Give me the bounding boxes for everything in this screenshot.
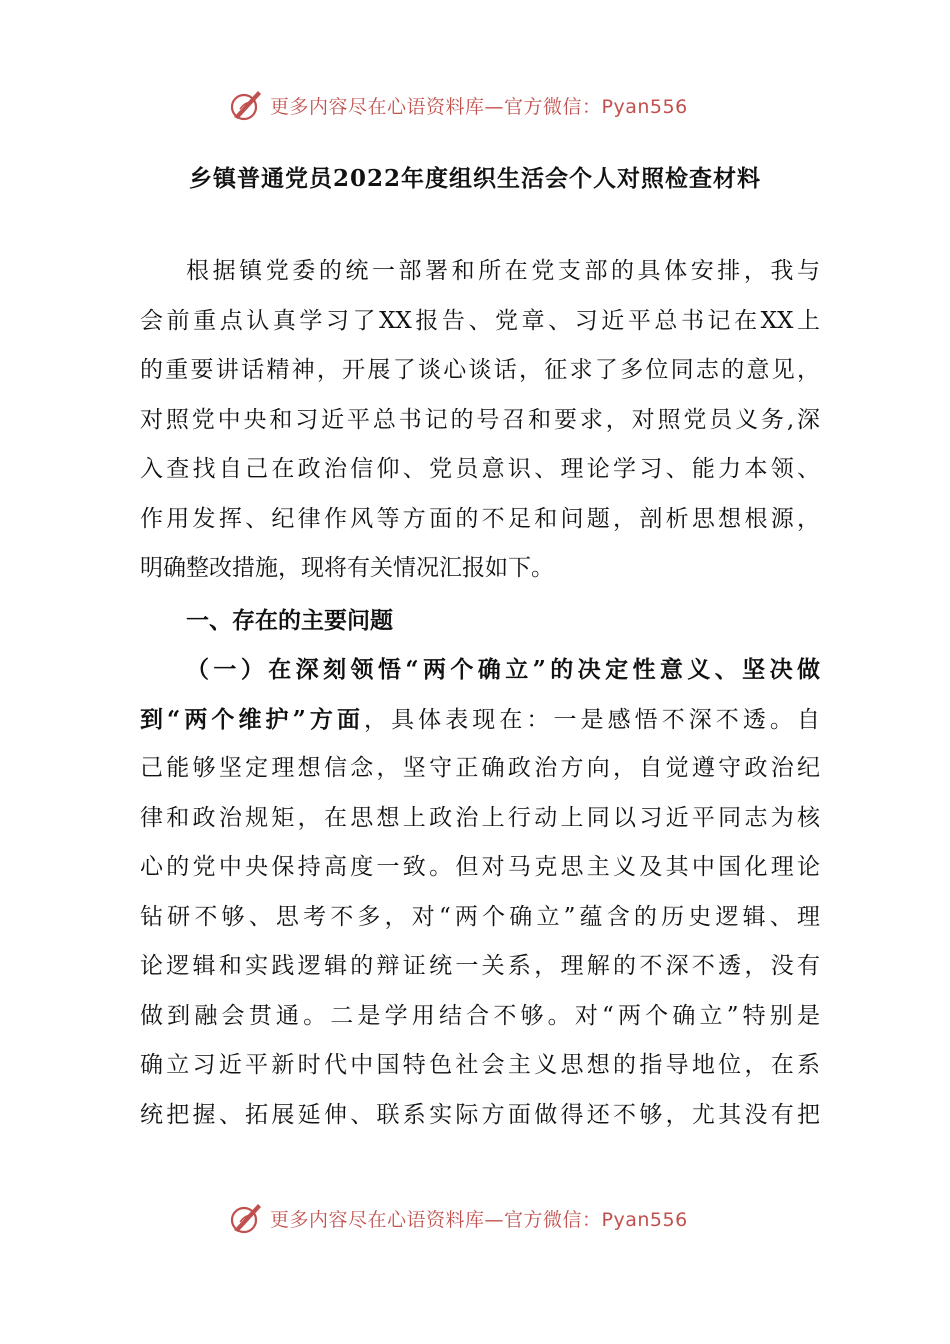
paragraph-line: 做到融会贯通。二是学用结合不够。对“两个确立”特别是 [140, 1002, 820, 1029]
paragraph-line: 会前重点认真学习了XX报告、党章、习近平总书记在XX上 [140, 307, 820, 334]
paragraph-line: 对照党中央和习近平总书记的号召和要求，对照党员义务,深 [140, 406, 820, 433]
intro-paragraph [140, 247, 820, 594]
paragraph-line: 根据镇党委的统一部署和所在党支部的具体安排，我与 [186, 258, 820, 284]
watermark-banner-bottom [228, 1198, 688, 1238]
quill-pen-logo-icon [228, 1200, 264, 1236]
paragraph-line: 统把握、拓展延伸、联系实际方面做得还不够，尤其没有把 [140, 1101, 820, 1128]
paragraph-text: ，具体表现在：一是感悟不深不透。自 [364, 706, 820, 733]
paragraph-line: 论逻辑和实践逻辑的辩证统一关系，理解的不深不透，没有 [140, 953, 820, 979]
paragraph-line: 确立习近平新时代中国特色社会主义思想的指导地位，在系 [140, 1052, 820, 1078]
paragraph-line: 律和政治规矩，在思想上政治上行动上同以习近平同志为核 [140, 804, 820, 831]
subsection-heading-tail: 到“两个维护”方面 [140, 705, 365, 733]
paragraph-line: 入查找自己在政治信仰、党员意识、理论学习、能力本领、 [140, 456, 820, 482]
watermark-text: 更多内容尽在心语资料库—官方微信：Pyan556 [270, 95, 688, 118]
paragraph-line: 明确整改措施，现将有关情况汇报如下。 [140, 555, 554, 581]
paragraph-line: 心的党中央保持高度一致。但对马克思主义及其中国化理论 [140, 854, 820, 880]
subsection-paragraph [140, 645, 820, 1140]
paragraph-line: 钻研不够、思考不多，对“两个确立”蕴含的历史逻辑、理 [140, 903, 820, 930]
paragraph-line: 己能够坚定理想信念，坚守正确政治方向，自觉遵守政治纪 [140, 755, 820, 781]
quill-pen-logo-icon [228, 87, 264, 123]
section-heading: 一、存在的主要问题 [186, 607, 393, 634]
paragraph-line: 作用发挥、纪律作风等方面的不足和问题，剖析思想根源， [140, 505, 820, 532]
watermark-text: 更多内容尽在心语资料库—官方微信：Pyan556 [270, 1208, 688, 1231]
paragraph-line [140, 695, 820, 745]
document-title: 乡镇普通党员2022年度组织生活会个人对照检查材料 [188, 165, 761, 192]
paragraph-line: 的重要讲话精神，开展了谈心谈话，征求了多位同志的意见， [140, 357, 820, 383]
subsection-heading-line: （一）在深刻领悟“两个确立”的决定性意义、坚决做 [186, 656, 820, 683]
watermark-banner-top [228, 85, 688, 125]
